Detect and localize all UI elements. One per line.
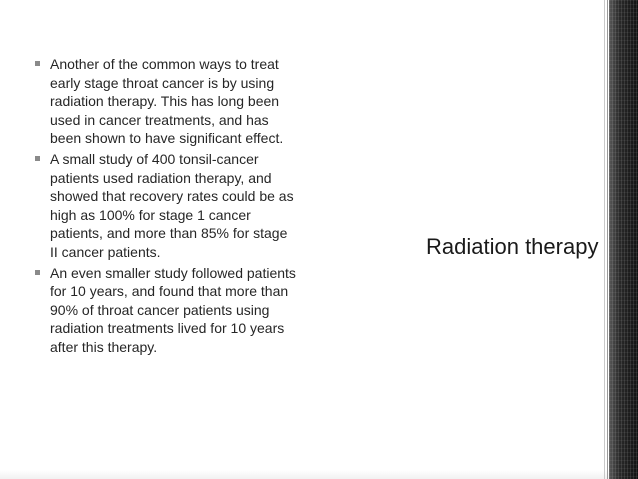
- bullet-text: Another of the common ways to treat early stage throat cancer is by using radiation therapy. This has long been used in cancer treatments, and has been shown to have significant effect.: [50, 56, 284, 147]
- decorative-edge-band: [609, 0, 638, 479]
- bottom-strip: [0, 470, 609, 479]
- edge-divider-line: [604, 0, 605, 479]
- edge-divider-line: [607, 0, 608, 479]
- bullet-item: [34, 264, 296, 357]
- square-bullet-icon: [35, 156, 40, 161]
- slide-title: Radiation therapy: [426, 234, 599, 259]
- bullet-item: [34, 55, 296, 148]
- bullet-text: An even smaller study followed patients for 10 years, and found that more than 90% of throat cancer patients using radiation treatments lived for 10 years after this therapy.: [50, 264, 296, 355]
- bullet-text: A small study of 400 tonsil-cancer patients used radiation therapy, and showed that recovery rates could be as high as 100% for stage 1 cancer patients, and more than 85% for stage II cancer patients.: [50, 150, 294, 260]
- square-bullet-icon: [35, 61, 40, 66]
- slide-body: [34, 55, 296, 359]
- square-bullet-icon: [35, 270, 40, 275]
- bullet-list: [34, 55, 296, 357]
- bullet-item: [34, 150, 296, 262]
